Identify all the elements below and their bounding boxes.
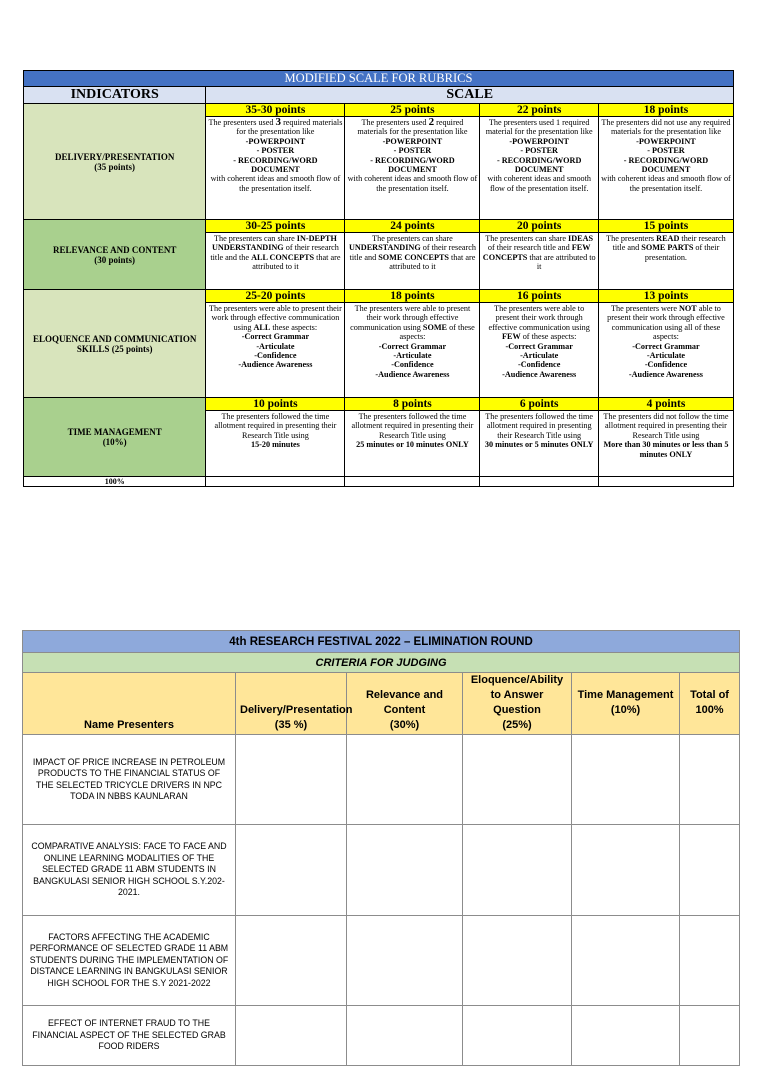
score-cell[interactable] <box>236 1006 347 1066</box>
score-cell[interactable] <box>463 735 572 825</box>
score-cell[interactable] <box>236 916 347 1006</box>
points-cell: 20 points <box>480 220 598 233</box>
score-cell[interactable] <box>347 825 463 916</box>
rubric-desc: The presenters did not use any required materials for the presentation like -POWERPOINT - POSTER - RECORDING/WORD DOCUMENT with coherent ideas and smooth flow of the presentation itself. <box>598 117 733 220</box>
score-cell[interactable] <box>572 825 680 916</box>
points-cell: 10 points <box>206 398 345 411</box>
table-row <box>23 1006 740 1066</box>
rubric-desc: The presenters followed the time allotment required in presenting their Research Title using 25 minutes or 10 minutes ONLY <box>345 411 480 477</box>
table-row <box>23 916 740 1006</box>
points-cell: 35-30 points <box>206 104 345 117</box>
indicator-relevance <box>24 220 206 290</box>
points-cell: 30-25 points <box>206 220 345 233</box>
score-cell[interactable] <box>347 1006 463 1066</box>
score-cell[interactable] <box>236 735 347 825</box>
score-cell[interactable] <box>680 916 740 1006</box>
points-cell: 25 points <box>345 104 480 117</box>
column-header-eloquence: Eloquence/Ability to Answer Question (25%) <box>463 673 572 735</box>
presenter-title: FACTORS AFFECTING THE ACADEMIC PERFORMANCE OF SELECTED GRADE 11 ABM STUDENTS DURING THE IMPLEMENTATION OF DISTANCE LEARNING IN BANGKULASI SENIOR HIGH SCHOOL FOR THE S.Y 2021-2022 <box>23 916 236 1006</box>
rubric-desc: The presenters did not follow the time allotment required in presenting their Research Title using More than 30 minutes or less than 5 minutes ONLY <box>598 411 733 477</box>
indicator-name: DELIVERY/PRESENTATION <box>55 151 175 162</box>
points-cell: 4 points <box>598 398 733 411</box>
column-header-delivery: Delivery/Presentation (35 %) <box>236 673 347 735</box>
rubric-desc: The presenters were NOT able to present their work through effective communication using all of these aspects: -Correct Grammar -Articulate -Confidence -Audience Awareness <box>598 303 733 398</box>
indicator-name: ELOQUENCE AND COMMUNICATION SKILLS (25 points) <box>33 333 197 354</box>
presenter-title: EFFECT OF INTERNET FRAUD TO THE FINANCIAL ASPECT OF THE SELECTED GRAB FOOD RIDERS <box>23 1006 236 1066</box>
rubric-desc: The presenters used 3 required materials for the presentation like -POWERPOINT - POSTER - RECORDING/WORD DOCUMENT with coherent ideas and smooth flow of the presentation itself. <box>206 117 345 220</box>
points-cell: 15 points <box>598 220 733 233</box>
score-cell[interactable] <box>572 916 680 1006</box>
rubric-desc: The presenters were able to present their work through effective communication using FEW of these aspects: -Correct Grammar -Articulate -Confidence -Audience Awareness <box>480 303 598 398</box>
rubric-desc: The presenters can share IN-DEPTH UNDERSTANDING of their research title and the ALL CONCEPTS that are attributed to it <box>206 233 345 290</box>
column-header-name: Name Presenters <box>23 673 236 735</box>
judging-table <box>22 630 740 1066</box>
indicator-eloquence <box>24 290 206 398</box>
score-cell[interactable] <box>680 825 740 916</box>
points-cell: 22 points <box>480 104 598 117</box>
judging-subtitle: CRITERIA FOR JUDGING <box>23 653 740 673</box>
indicator-delivery <box>24 104 206 220</box>
score-cell[interactable] <box>463 1006 572 1066</box>
score-cell[interactable] <box>463 825 572 916</box>
rubric-desc: The presenters used 2 required materials for the presentation like -POWERPOINT - POSTER - RECORDING/WORD DOCUMENT with coherent ideas and smooth flow of the presentation itself. <box>345 117 480 220</box>
points-cell: 18 points <box>598 104 733 117</box>
points-cell: 25-20 points <box>206 290 345 303</box>
points-cell: 16 points <box>480 290 598 303</box>
score-cell[interactable] <box>572 1006 680 1066</box>
rubric-desc: The presenters were able to present their work through effective communication using SOME of these aspects: -Correct Grammar -Articulate -Confidence -Audience Awareness <box>345 303 480 398</box>
rubric-title: MODIFIED SCALE FOR RUBRICS <box>24 71 734 87</box>
rubric-desc: The presenters were able to present their work through effective communication using ALL these aspects: -Correct Grammar -Articulate -Confidence -Audience Awareness <box>206 303 345 398</box>
indicators-header: INDICATORS <box>24 87 206 104</box>
score-cell[interactable] <box>680 735 740 825</box>
score-cell[interactable] <box>236 825 347 916</box>
column-header-time: Time Management (10%) <box>572 673 680 735</box>
indicator-name: TIME MANAGEMENT <box>67 427 162 437</box>
rubric-desc: The presenters followed the time allotment required in presenting their Research Title using 30 minutes or 5 minutes ONLY <box>480 411 598 477</box>
points-cell: 6 points <box>480 398 598 411</box>
score-cell[interactable] <box>463 916 572 1006</box>
score-cell[interactable] <box>347 916 463 1006</box>
score-cell[interactable] <box>572 735 680 825</box>
indicator-time <box>24 398 206 477</box>
total-label: 100% <box>24 477 206 487</box>
rubric-desc: The presenters can share IDEAS of their research title and FEW CONCEPTS that are attributed to it <box>480 233 598 290</box>
scale-header: SCALE <box>206 87 734 104</box>
presenter-title: COMPARATIVE ANALYSIS: FACE TO FACE AND ONLINE LEARNING MODALITIES OF THE SELECTED GRADE 11 ABM STUDENTS IN BANGKULASI SENIOR HIGH SCHOOL S.Y.202-2021. <box>23 825 236 916</box>
column-header-relevance: Relevance and Content (30%) <box>347 673 463 735</box>
column-header-total: Total of 100% <box>680 673 740 735</box>
rubric-desc: The presenters can share UNDERSTANDING of their research title and SOME CONCEPTS that are attributed to it <box>345 233 480 290</box>
points-cell: 13 points <box>598 290 733 303</box>
rubric-desc: The presenters followed the time allotment required in presenting their Research Title using 15-20 minutes <box>206 411 345 477</box>
table-row <box>23 825 740 916</box>
rubric-desc: The presenters READ their research title and SOME PARTS of their presentation. <box>598 233 733 290</box>
points-cell: 8 points <box>345 398 480 411</box>
rubric-table <box>23 70 734 487</box>
indicator-weight: (10%) <box>102 437 127 447</box>
indicator-weight: (30 points) <box>94 254 136 265</box>
points-cell: 24 points <box>345 220 480 233</box>
table-row <box>23 735 740 825</box>
score-cell[interactable] <box>680 1006 740 1066</box>
presenter-title: IMPACT OF PRICE INCREASE IN PETROLEUM PRODUCTS TO THE FINANCIAL STATUS OF THE SELECTED TRICYCLE DRIVERS IN NPC TODA IN NBBS KAUNLARAN <box>23 735 236 825</box>
points-cell: 18 points <box>345 290 480 303</box>
indicator-name: RELEVANCE AND CONTENT <box>53 244 177 255</box>
rubric-desc: The presenters used 1 required material for the presentation like -POWERPOINT - POSTER - RECORDING/WORD DOCUMENT with coherent ideas and smooth flow of the presentation itself. <box>480 117 598 220</box>
judging-title: 4th RESEARCH FESTIVAL 2022 – ELIMINATION ROUND <box>23 631 740 653</box>
indicator-weight: (35 points) <box>94 161 136 172</box>
score-cell[interactable] <box>347 735 463 825</box>
